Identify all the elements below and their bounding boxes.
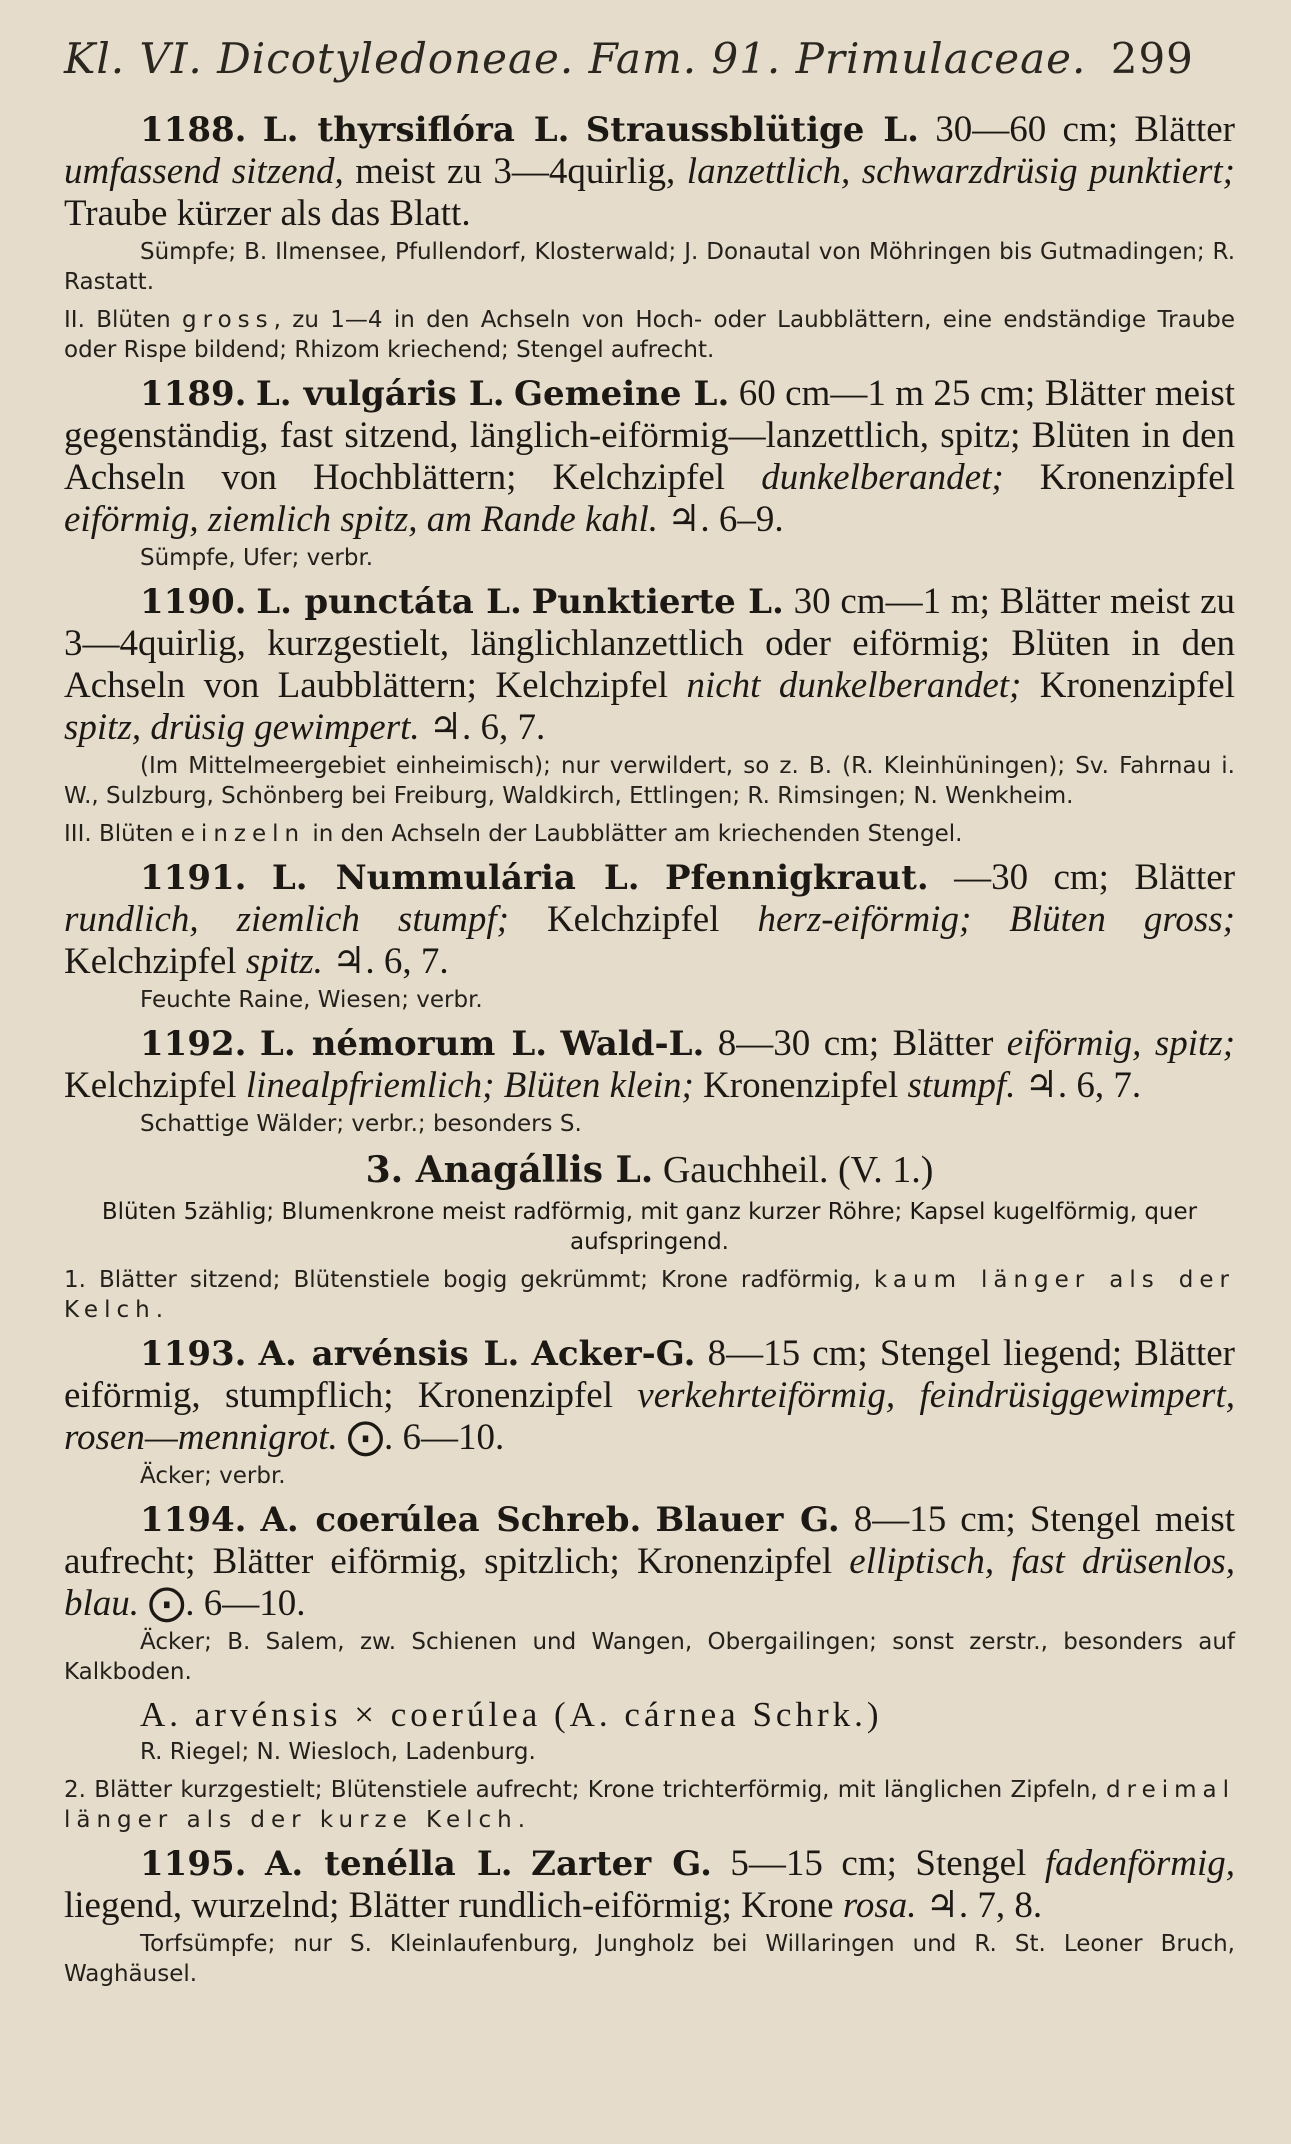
key-text: 2. Blätter kurzgestielt; Blütenstiele aufrecht; Krone trichterförmig, mit länglichen Zipfeln, (64, 1777, 1107, 1803)
species-name: L. vulgáris L. (255, 374, 505, 414)
key-text: 1. Blätter sitzend; Blütenstiele bogig gekrümmt; Krone radförmig, (64, 1267, 874, 1293)
description-italic: stumpf. (907, 1065, 1016, 1106)
entry-number: 1195. (140, 1844, 247, 1884)
description-italic: rundlich, ziemlich stumpf; (64, 899, 509, 940)
vernacular-name: Pfennigkraut. (664, 858, 929, 898)
description-italic: dunkelberandet; (761, 457, 1004, 498)
description-text: ♃. 6, 7. (419, 707, 546, 748)
genus-name: 3. Anagállis L. (365, 1149, 654, 1191)
locality-text: Äcker; verbr. (140, 1463, 286, 1489)
description-italic: eiförmig, spitz; (1006, 1023, 1236, 1064)
description-text: ⨀. 6—10. (139, 1583, 306, 1624)
description-text: ♃. 7, 8. (916, 1885, 1043, 1926)
vernacular-name: Zarter G. (531, 1844, 712, 1884)
running-title: Kl. VI. Dicotyledoneae. Fam. 91. Primulaceae. (64, 34, 1087, 83)
key-lead-1 (64, 1265, 1235, 1325)
key-spaced-text: einzeln (180, 821, 306, 847)
species-entry-1194 (64, 1499, 1235, 1625)
description-italic: verkehrteiförmig, feindrüsiggewimpert, rosen—mennigrot. (64, 1375, 1235, 1458)
description-italic: elliptisch, fast drüsenlos, blau. (64, 1541, 1236, 1624)
description-text: 30—60 cm; Blätter (919, 109, 1235, 150)
description-text: 30 cm—1 m; Blätter meist zu 3—4quirlig, kurzgestielt, länglichlanzettlich oder eiförmig; Blüten in den Achseln von Laubblättern; Kelchzipfel (64, 581, 1236, 706)
key-spaced-text: gross (182, 307, 274, 333)
species-entry-1189 (64, 373, 1235, 541)
key-text: . (517, 1807, 526, 1833)
running-head (64, 34, 1235, 83)
species-entry-1192 (64, 1023, 1235, 1107)
species-entry-1193 (64, 1333, 1235, 1459)
description-text: Kelchzipfel (64, 1065, 246, 1106)
description-text: Kelchzipfel (64, 941, 246, 982)
description-italic: spitz, drüsig gewimpert. (64, 707, 420, 748)
description-italic: herz-eiförmig; Blüten gross; (757, 899, 1235, 940)
description-text: Kronenzipfel (1021, 665, 1235, 706)
description-italic: linealpfriemlich; Blüten klein; (245, 1065, 694, 1106)
locality-text: R. Riegel; N. Wiesloch, Ladenburg. (140, 1739, 536, 1765)
description-italic: umfassend sitzend, (64, 151, 344, 192)
vernacular-name: Punktierte L. (531, 582, 784, 622)
entry-number: 1188. (140, 110, 247, 150)
genus-description: Blüten 5zählig; Blumenkrone meist radförmig, mit ganz kurzer Röhre; Kapsel kugelförmig, quer aufspringend. (101, 1199, 1198, 1255)
locality-text: (Im Mittelmeergebiet einheimisch); nur verwildert, so z. B. (R. Kleinhüningen); Sv. Fahrnau i. W., Sulzburg, Schönberg bei Freiburg, Waldkirch, Ettlingen; R. Rimsingen; N. Wenkheim. (64, 753, 1235, 809)
key-lead-III (64, 819, 1235, 849)
locality-text: Äcker; B. Salem, zw. Schienen und Wangen, Obergailingen; sonst zerstr., besonders auf Kalkboden. (64, 1629, 1235, 1685)
species-name: L. némorum L. (259, 1024, 548, 1064)
hybrid-name: A. arvénsis × coerúlea (A. cárnea Schrk.) (140, 1695, 883, 1734)
entry-number: 1193. (140, 1334, 247, 1374)
description-italic: nicht dunkelberandet; (686, 665, 1022, 706)
species-entry-1188 (64, 109, 1235, 235)
locality-text: Sümpfe; B. Ilmensee, Pfullendorf, Klosterwald; J. Donautal von Möhringen bis Gutmadingen; R. Rastatt. (64, 239, 1235, 295)
key-text: in den Achseln der Laubblätter am kriechenden Stengel. (305, 821, 963, 847)
description-text: meist zu 3—4quirlig, (343, 151, 687, 192)
vernacular-name: Straussblütige L. (585, 110, 919, 150)
key-text: , zu 1—4 in den Achseln von Hoch- oder Laubblättern, eine endständige Traube oder Rispe bildend; Rhizom kriechend; Stengel aufrecht. (64, 307, 1235, 363)
key-spaced-text: kaum länger als der Kelch (64, 1267, 1235, 1323)
species-name: A. coerúlea Schreb. (260, 1500, 642, 1540)
entry-number: 1192. (140, 1024, 247, 1064)
key-spaced-text: dreimal länger als der kurze Kelch (64, 1777, 1235, 1833)
description-italic: eiförmig, ziemlich spitz, am Rande kahl. (64, 499, 658, 540)
species-entry-1195 (64, 1843, 1235, 1927)
entry-number: 1189. (140, 374, 247, 414)
species-name: L. Nummulária L. (271, 858, 640, 898)
description-text: Kronenzipfel (693, 1065, 908, 1106)
entry-number: 1194. (140, 1500, 247, 1540)
description-text: 8—15 cm; Stengel liegend; Blätter eiförmig, stumpflich; Kronenzipfel (64, 1333, 1236, 1416)
entry-number: 1190. (140, 582, 247, 622)
vernacular-name: Blauer G. (655, 1500, 840, 1540)
description-text: ⨀. 6—10. (337, 1417, 505, 1458)
species-name: L. thyrsiflóra L. (262, 110, 570, 150)
vernacular-name: Gemeine L. (513, 374, 730, 414)
description-italic: lanzettlich, schwarzdrüsig punktiert; (686, 151, 1235, 192)
description-italic: spitz. (245, 941, 323, 982)
description-text: Kronenzipfel (1003, 457, 1235, 498)
locality-text: Schattige Wälder; verbr.; besonders S. (140, 1111, 582, 1137)
species-entry-1191 (64, 857, 1235, 983)
key-text: . (155, 1297, 164, 1323)
key-text: III. Blüten (64, 821, 181, 847)
description-text: Traube kürzer als das Blatt. (64, 193, 471, 234)
vernacular-name: Acker-G. (531, 1334, 696, 1374)
species-entry-1190 (64, 581, 1235, 749)
page-number: 299 (1110, 34, 1194, 83)
entry-number: 1191. (140, 858, 247, 898)
key-lead-2 (64, 1775, 1235, 1835)
description-text: 8—15 cm; Stengel meist aufrecht; Blätter eiförmig, spitzlich; Kronenzipfel (64, 1499, 1236, 1582)
locality-text: Feuchte Raine, Wiesen; verbr. (140, 987, 483, 1013)
species-name: A. tenélla L. (264, 1844, 513, 1884)
key-text: II. Blüten (64, 307, 183, 333)
description-text: ♃. 6–9. (658, 499, 784, 540)
description-text: 5—15 cm; Stengel (711, 1843, 1045, 1884)
description-italic: fadenförmig, (1044, 1843, 1236, 1884)
description-text: 8—30 cm; Blätter (704, 1023, 1007, 1064)
species-name: L. punctáta L. (256, 582, 522, 622)
vernacular-name: Wald-L. (560, 1024, 705, 1064)
description-italic: rosa. (842, 1885, 917, 1926)
description-text: Kelchzipfel (508, 899, 758, 940)
description-text: ♃. 6, 7. (322, 941, 449, 982)
description-text: ♃. 6, 7. (1015, 1065, 1142, 1106)
genus-vernacular: Gauchheil. (V. 1.) (653, 1149, 934, 1191)
locality-text: Sümpfe, Ufer; verbr. (140, 545, 374, 571)
species-name: A. arvénsis L. (258, 1334, 520, 1374)
key-lead-II (64, 305, 1235, 365)
description-text: 60 cm—1 m 25 cm; Blätter meist gegenständig, fast sitzend, länglich-eiförmig—lanzettlich, spitz; Blüten in den Achseln von Hochblättern; Kelchzipfel (64, 373, 1236, 498)
description-text: liegend, wurzelnd; Blätter rundlich-eiförmig; Krone (64, 1885, 843, 1926)
description-text: —30 cm; Blätter (928, 857, 1236, 898)
locality-text: Torfsümpfe; nur S. Kleinlaufenburg, Jungholz bei Willaringen und R. St. Leoner Bruch, Waghäusel. (64, 1931, 1235, 1987)
genus-heading (64, 1147, 1235, 1193)
